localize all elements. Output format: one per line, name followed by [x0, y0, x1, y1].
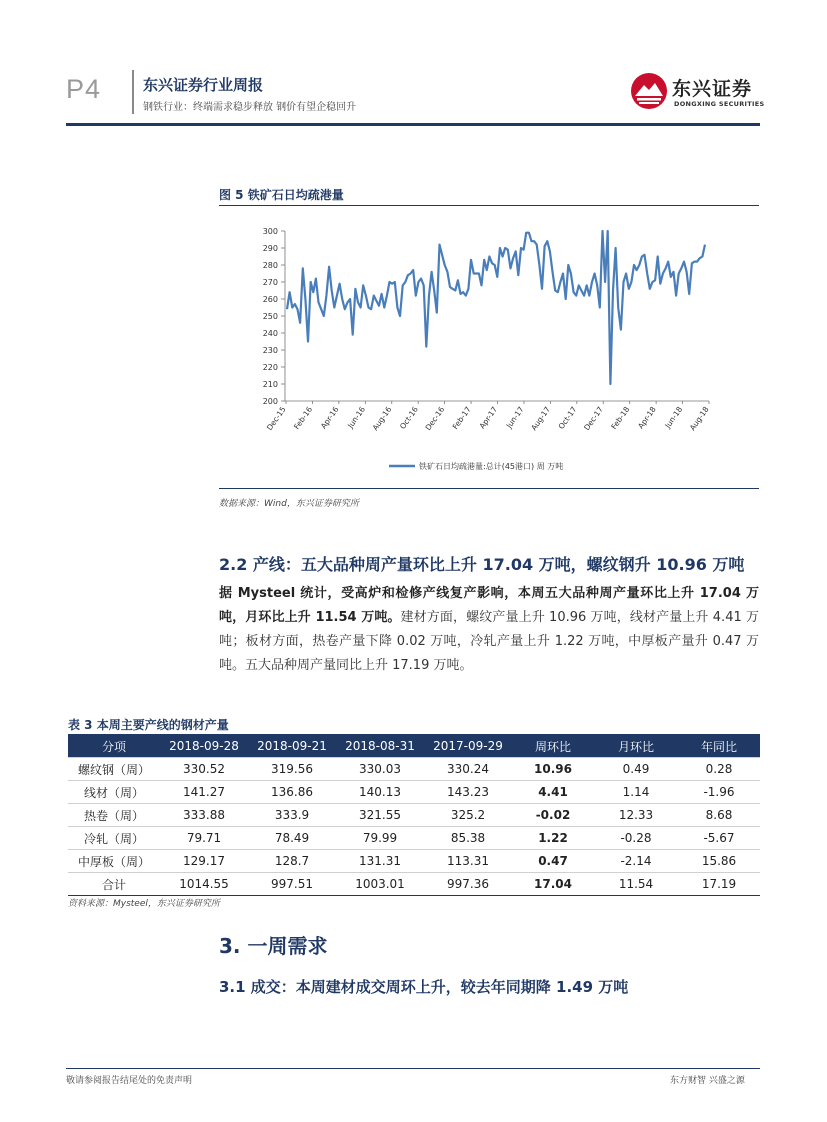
table-cell: -2.14 — [594, 850, 678, 873]
x-tick-label: Oct-17 — [556, 404, 579, 431]
table-header-cell: 2017-09-29 — [424, 735, 512, 758]
x-tick-label: Feb-18 — [609, 404, 632, 432]
table-cell: 333.88 — [160, 804, 248, 827]
page-number: P4 — [66, 74, 102, 104]
table-cell: 136.86 — [248, 781, 336, 804]
x-tick-label: Aug-18 — [687, 404, 711, 433]
table-source: 资料来源：Mysteel，东兴证券研究所 — [68, 899, 220, 909]
x-tick-label: Feb-16 — [292, 404, 315, 432]
chart-series — [287, 231, 705, 384]
table-cell: 330.24 — [424, 758, 512, 781]
report-series-title: 东兴证券行业周报 — [143, 76, 264, 94]
table-cell: -5.67 — [678, 827, 760, 850]
table-cell: 330.03 — [336, 758, 424, 781]
chart-legend — [389, 461, 563, 471]
table-cell: 131.31 — [336, 850, 424, 873]
paragraph-body: 建材方面，螺纹产量上升 10.96 万吨，线材产量上升 4.41 万吨；板材方面，热卷产量下降 0.02 万吨，冷轧产量上升 1.22 万吨，中厚板产量升 0.47 万吨。五大品种周产量同比上升 17.19 万吨。 — [219, 610, 759, 673]
table-header-cell: 分项 — [68, 735, 160, 758]
table-cell: 热卷（周） — [68, 804, 160, 827]
table-title: 表 3 本周主要产线的钢材产量 — [68, 718, 229, 732]
x-tick-label: Dec-17 — [582, 404, 605, 433]
y-tick-label: 300 — [262, 227, 278, 236]
table-cell: 1003.01 — [336, 873, 424, 896]
table-row — [68, 758, 760, 781]
x-tick-label: Dec-16 — [423, 404, 447, 433]
company-logo-icon — [630, 72, 668, 110]
table-cell: 333.9 — [248, 804, 336, 827]
y-tick-label: 290 — [262, 244, 278, 253]
section-heading-3-1: 3.1 成交：本周建材成交周环上升，较去年同期降 1.49 万吨 — [219, 978, 629, 996]
paragraph-bold-lead: 据 Mysteel 统计，受高炉和检修产线复产影响，本周五大品种周产量环比上升 17.04 万吨，月环比上升 11.54 万吨。 — [219, 586, 759, 625]
table-cell: 11.54 — [594, 873, 678, 896]
table-cell: 17.19 — [678, 873, 760, 896]
table-header-row — [68, 735, 760, 758]
table-header-cell: 年同比 — [678, 735, 760, 758]
table-cell: 1.22 — [512, 827, 594, 850]
y-tick-label: 210 — [262, 380, 278, 389]
legend-label: 铁矿石日均疏港量:总计(45港口) 周 万吨 — [419, 462, 564, 471]
y-tick-label: 240 — [262, 329, 278, 338]
table-row — [68, 804, 760, 827]
section-heading-3: 3. 一周需求 — [219, 934, 328, 958]
figure-top-rule — [219, 205, 759, 206]
table-cell: 79.71 — [160, 827, 248, 850]
table-cell: -0.28 — [594, 827, 678, 850]
table-cell: 1.14 — [594, 781, 678, 804]
table-cell: 128.7 — [248, 850, 336, 873]
table-cell: 合计 — [68, 873, 160, 896]
table-cell: 17.04 — [512, 873, 594, 896]
table-cell: 129.17 — [160, 850, 248, 873]
table-cell: 1014.55 — [160, 873, 248, 896]
table-cell: 78.49 — [248, 827, 336, 850]
footer-rule — [66, 1068, 760, 1069]
table-cell: 330.52 — [160, 758, 248, 781]
x-tick-label: Apr-16 — [318, 404, 341, 431]
table-row — [68, 781, 760, 804]
table-cell: 0.28 — [678, 758, 760, 781]
footer-disclaimer: 敬请参阅报告结尾处的免责声明 — [66, 1076, 193, 1086]
x-tick-label: Apr-17 — [477, 404, 500, 431]
x-tick-label: Jun-16 — [345, 404, 367, 430]
table-cell: 143.23 — [424, 781, 512, 804]
table-cell: 12.33 — [594, 804, 678, 827]
table-cell: 0.47 — [512, 850, 594, 873]
y-tick-label: 270 — [262, 278, 278, 287]
x-tick-label: Dec-15 — [264, 404, 288, 433]
y-tick-label: 230 — [262, 346, 278, 355]
table-header-cell: 2018-08-31 — [336, 735, 424, 758]
table-cell: 0.49 — [594, 758, 678, 781]
y-tick-label: 200 — [262, 397, 278, 406]
table-cell: 321.55 — [336, 804, 424, 827]
table-cell: 冷轧（周） — [68, 827, 160, 850]
table-header-cell: 月环比 — [594, 735, 678, 758]
iron-ore-port-chart — [219, 208, 759, 486]
company-logo-english: DONGXING SECURITIES — [674, 100, 765, 108]
table-cell: 15.86 — [678, 850, 760, 873]
table-row — [68, 827, 760, 850]
y-axis — [263, 227, 285, 406]
x-axis — [265, 401, 711, 432]
table-cell: -0.02 — [512, 804, 594, 827]
header-divider — [132, 70, 134, 114]
table-cell: -1.96 — [678, 781, 760, 804]
y-tick-label: 260 — [262, 295, 278, 304]
table-header-cell: 2018-09-21 — [248, 735, 336, 758]
x-tick-label: Apr-18 — [636, 404, 658, 431]
table-cell: 141.27 — [160, 781, 248, 804]
footer-slogan: 东方财智 兴盛之源 — [670, 1076, 745, 1086]
table-cell: 10.96 — [512, 758, 594, 781]
table-header-cell: 2018-09-28 — [160, 735, 248, 758]
section-paragraph — [219, 582, 759, 678]
header-rule — [66, 123, 760, 126]
table-header-cell: 周环比 — [512, 735, 594, 758]
x-tick-label: Jun-18 — [663, 404, 685, 430]
x-tick-label: Aug-17 — [529, 404, 553, 433]
y-tick-label: 220 — [262, 363, 278, 372]
table-cell: 螺纹钢（周） — [68, 758, 160, 781]
x-tick-label: Jun-17 — [504, 404, 526, 430]
steel-output-table — [68, 735, 760, 896]
report-subtitle: 钢铁行业：终端需求稳步释放 钢价有望企稳回升 — [143, 102, 357, 113]
table-row — [68, 850, 760, 873]
y-tick-label: 250 — [262, 312, 278, 321]
table-total-row — [68, 873, 760, 896]
x-tick-label: Feb-17 — [450, 404, 473, 432]
table-cell: 79.99 — [336, 827, 424, 850]
section-heading-2-2: 2.2 产线：五大品种周产量环比上升 17.04 万吨，螺纹钢升 10.96 万吨 — [219, 555, 745, 574]
x-tick-label: Aug-16 — [370, 404, 394, 433]
figure-source: 数据来源：Wind，东兴证券研究所 — [219, 499, 359, 509]
table-cell: 325.2 — [424, 804, 512, 827]
x-tick-label: Oct-16 — [397, 404, 420, 431]
table-cell: 319.56 — [248, 758, 336, 781]
company-logo-text: 东兴证券 — [672, 78, 753, 100]
table-cell: 140.13 — [336, 781, 424, 804]
figure-bottom-rule — [219, 488, 759, 489]
table-cell: 中厚板（周） — [68, 850, 160, 873]
table-cell: 997.51 — [248, 873, 336, 896]
table-cell: 8.68 — [678, 804, 760, 827]
table-cell: 85.38 — [424, 827, 512, 850]
table-cell: 4.41 — [512, 781, 594, 804]
figure-title: 图 5 铁矿石日均疏港量 — [219, 188, 344, 202]
table-cell: 线材（周） — [68, 781, 160, 804]
table-cell: 113.31 — [424, 850, 512, 873]
y-tick-label: 280 — [262, 261, 278, 270]
table-cell: 997.36 — [424, 873, 512, 896]
series-line — [287, 231, 705, 384]
